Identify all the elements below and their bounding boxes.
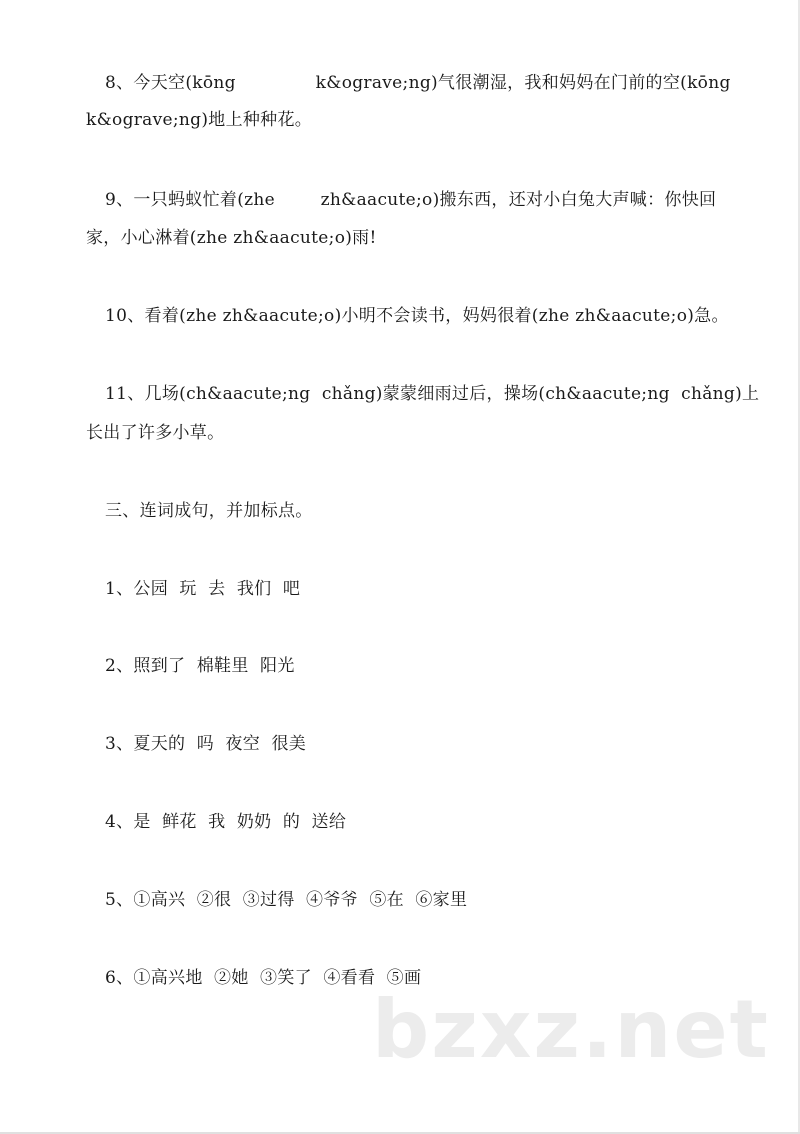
watermark: bzxz.net <box>372 983 770 1076</box>
question-11-line-1: 11、几场(ch&aacute;ng chǎng)蒙蒙细雨过后，操场(ch&aacute;ng chǎng)上 <box>105 384 760 404</box>
question-10: 10、看着(zhe zh&aacute;o)小明不会读书，妈妈很着(zhe zh&aacute;o)急。 <box>105 306 729 326</box>
sentence-item-6: 6、①高兴地 ②她 ③笑了 ④看看 ⑤画 <box>105 968 422 988</box>
sentence-item-5: 5、①高兴 ②很 ③过得 ④爷爷 ⑤在 ⑥家里 <box>105 890 468 910</box>
sentence-item-4: 4、是 鲜花 我 奶奶 的 送给 <box>105 812 347 832</box>
sentence-item-1: 1、公园 玩 去 我们 吧 <box>105 579 301 599</box>
sentence-item-3: 3、夏天的 吗 夜空 很美 <box>105 734 307 754</box>
question-8-line-1: 8、今天空(kōng k&ograve;ng)气很潮湿，我和妈妈在门前的空(kōng <box>105 73 731 93</box>
question-11-line-2: 长出了许多小草。 <box>86 423 225 443</box>
question-9-line-2: 家，小心淋着(zhe zh&aacute;o)雨! <box>86 228 377 248</box>
question-9-line-1: 9、一只蚂蚁忙着(zhe zh&aacute;o)搬东西，还对小白兔大声喊：你快回 <box>105 190 717 210</box>
sentence-item-2: 2、照到了 棉鞋里 阳光 <box>105 656 295 676</box>
question-8-line-2: k&ograve;ng)地上种种花。 <box>86 110 313 130</box>
section-3-heading: 三、连词成句，并加标点。 <box>105 501 313 521</box>
